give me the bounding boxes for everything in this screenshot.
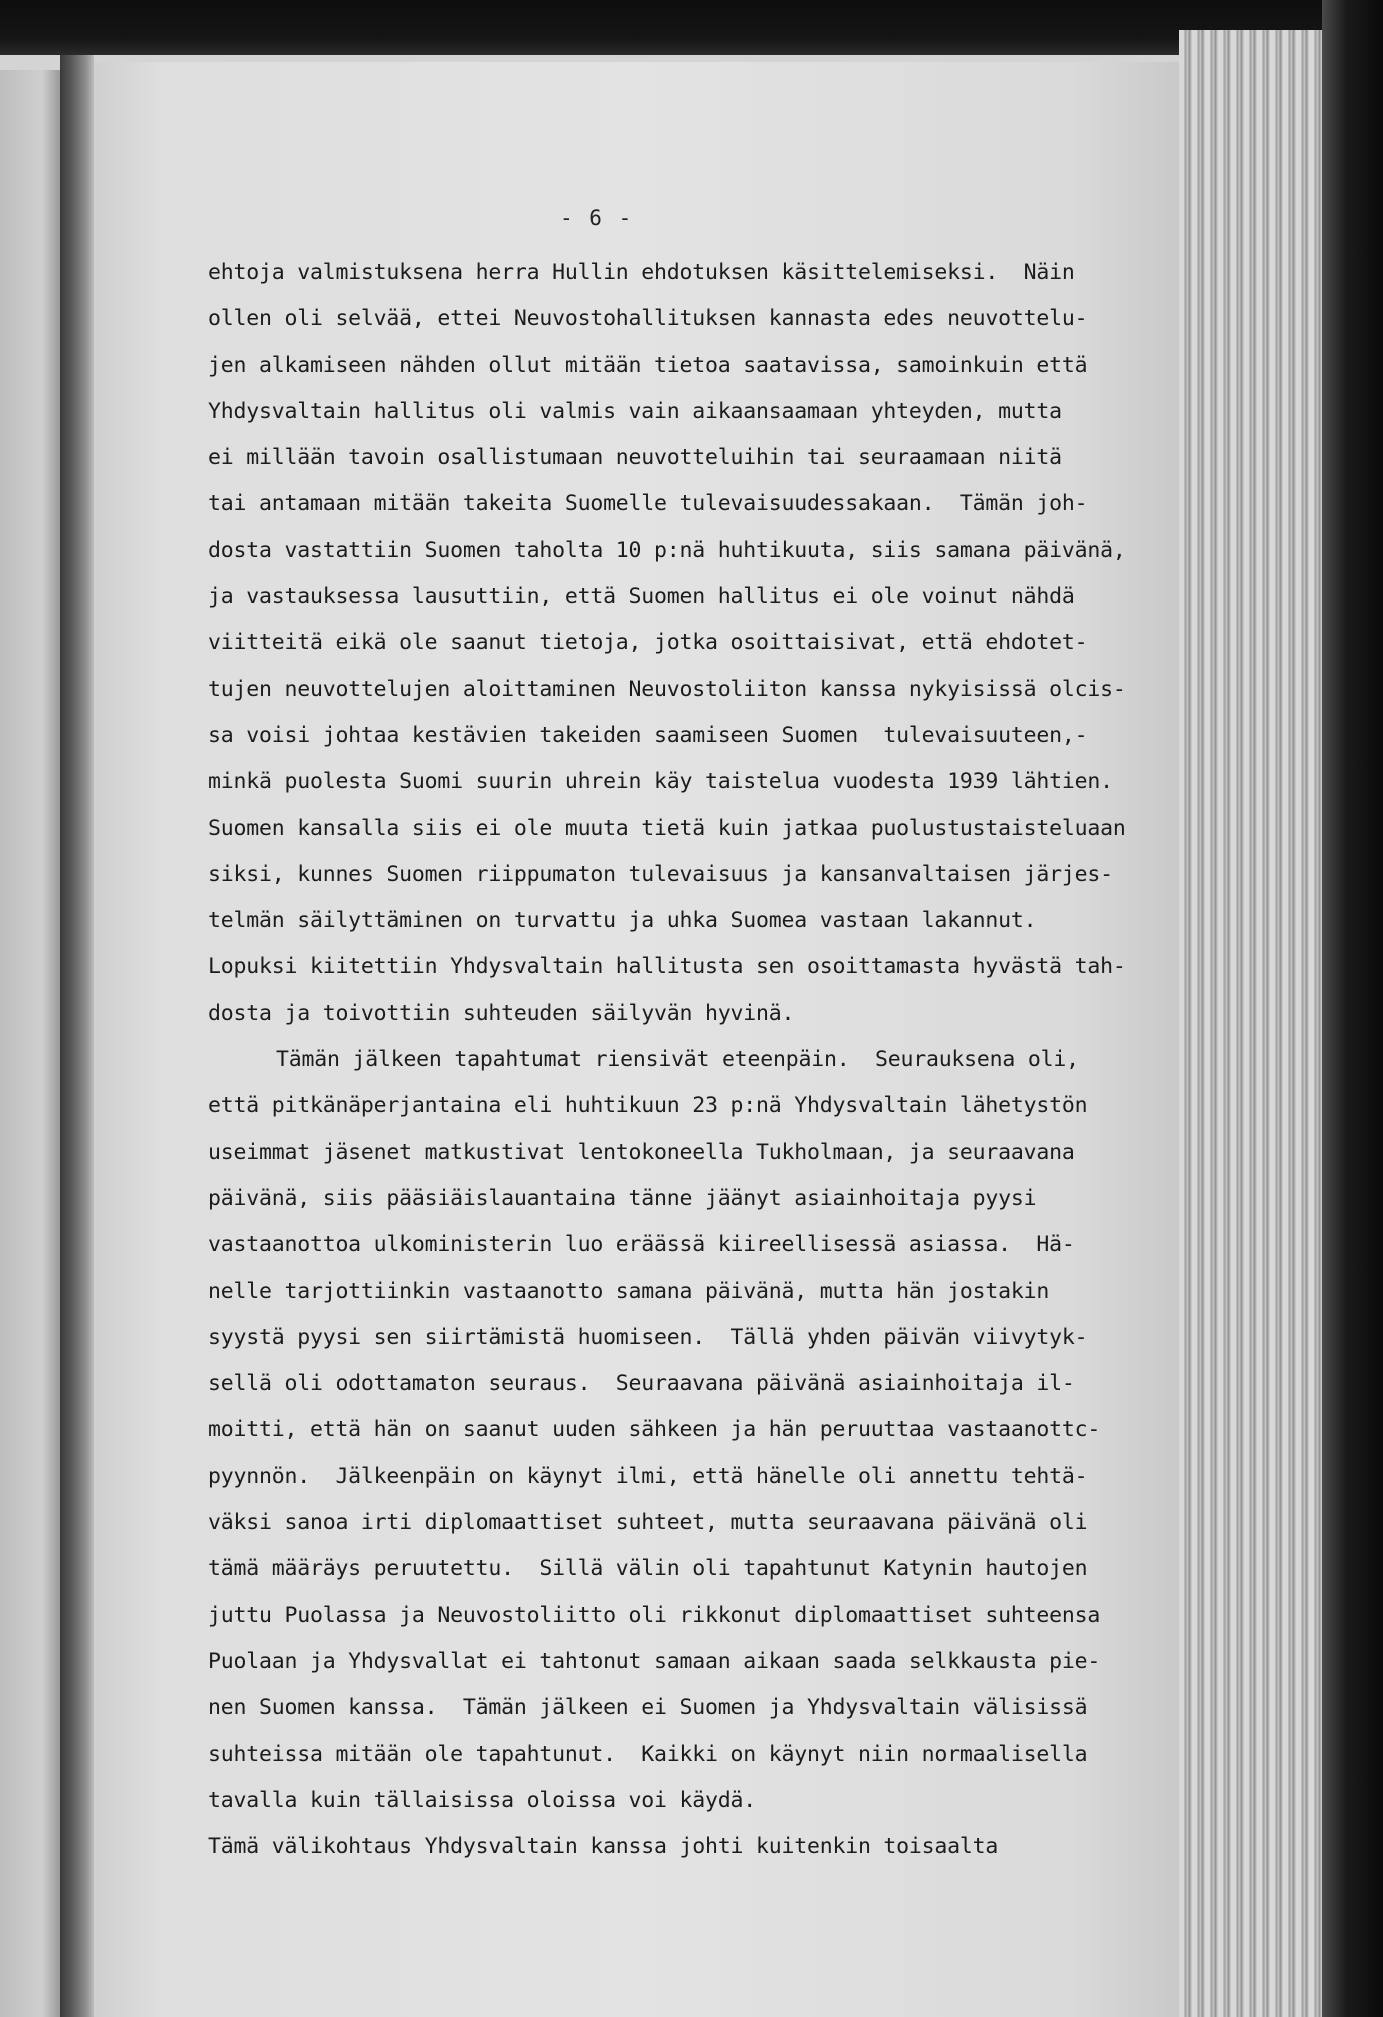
text-line: ei millään tavoin osallistumaan neuvotteluihin tai seuraamaan niitä bbox=[208, 445, 1062, 471]
text-line: minkä puolesta Suomi suurin uhrein käy taistelua vuodesta 1939 lähtien. bbox=[208, 769, 1113, 795]
text-line: Tämä välikohtaus Yhdysvaltain kanssa johti kuitenkin toisaalta bbox=[208, 1834, 999, 1860]
text-line: päivänä, siis pääsiäislauantaina tänne jäänyt asiainhoitaja pyysi bbox=[208, 1185, 1037, 1211]
text-line: ehtoja valmistuksena herra Hullin ehdotuksen käsittelemiseksi. Näin bbox=[208, 260, 1075, 285]
facing-page-edge bbox=[0, 70, 60, 2017]
scan-right-border bbox=[1322, 0, 1383, 2017]
text-line: Yhdysvaltain hallitus oli valmis vain aikaansaamaan yhteyden, mutta bbox=[208, 398, 1062, 424]
book-gutter bbox=[60, 55, 94, 2017]
text-line: Lopuksi kiitettiin Yhdysvaltain hallitusta sen osoittamasta hyvästä tah- bbox=[208, 954, 1126, 980]
stacked-page-edges bbox=[1179, 30, 1322, 2017]
text-line: viitteitä eikä ole saanut tietoja, jotka osoittaisivat, että ehdotet- bbox=[208, 630, 1088, 656]
text-line: moitti, että hän on saanut uuden sähkeen ja hän peruuttaa vastaanottc- bbox=[208, 1417, 1101, 1443]
text-line: juttu Puolassa ja Neuvostoliitto oli rikkonut diplomaattiset suhteensa bbox=[208, 1602, 1101, 1628]
text-line: Tämän jälkeen tapahtumat riensivät eteenpäin. Seurauksena oli, bbox=[276, 1047, 1079, 1073]
text-line: nen Suomen kanssa. Tämän jälkeen ei Suomen ja Yhdysvaltain välisissä bbox=[208, 1695, 1088, 1721]
text-line: suhteissa mitään ole tapahtunut. Kaikki on käynyt niin normaalisella bbox=[208, 1741, 1088, 1767]
text-line: tujen neuvottelujen aloittaminen Neuvostoliiton kanssa nykyisissä olcis- bbox=[208, 676, 1126, 702]
text-line: jen alkamiseen nähden ollut mitään tietoa saatavissa, samoinkuin että bbox=[208, 352, 1088, 378]
text-line: vastaanottoa ulkoministerin luo eräässä kiireellisessä asiassa. Hä- bbox=[208, 1232, 1075, 1258]
text-line: tämä määräys peruutettu. Sillä välin oli tapahtunut Katynin hautojen bbox=[208, 1556, 1088, 1582]
text-line: tavalla kuin tällaisissa oloissa voi käydä. bbox=[208, 1787, 756, 1813]
text-line: Puolaan ja Yhdysvallat ei tahtonut samaan aikaan saada selkkausta pie- bbox=[208, 1648, 1101, 1674]
text-line: sa voisi johtaa kestävien takeiden saamiseen Suomen tulevaisuuteen,- bbox=[208, 722, 1088, 748]
text-line: Suomen kansalla siis ei ole muuta tietä kuin jatkaa puolustustaisteluaan bbox=[208, 815, 1126, 841]
text-line: sellä oli odottamaton seuraus. Seuraavana päivänä asiainhoitaja il- bbox=[208, 1371, 1075, 1397]
text-line: ollen oli selvää, ettei Neuvostohallituksen kannasta edes neuvottelu- bbox=[208, 306, 1088, 332]
text-line: tai antamaan mitään takeita Suomelle tulevaisuudessakaan. Tämän joh- bbox=[208, 491, 1088, 517]
text-line: dosta ja toivottiin suhteuden säilyvän hyvinä. bbox=[208, 1000, 795, 1026]
text-line: väksi sanoa irti diplomaattiset suhteet, mutta seuraavana päivänä oli bbox=[208, 1510, 1088, 1536]
text-line: että pitkänäperjantaina eli huhtikuun 23 p:nä Yhdysvaltain lähetystön bbox=[208, 1093, 1088, 1119]
text-line: syystä pyysi sen siirtämistä huomiseen. Tällä yhden päivän viivytyk- bbox=[208, 1324, 1088, 1350]
text-line: siksi, kunnes Suomen riippumaton tulevaisuus ja kansanvaltaisen järjes- bbox=[208, 861, 1113, 887]
text-line: telmän säilyttäminen on turvattu ja uhka Suomea vastaan lakannut. bbox=[208, 908, 1037, 934]
text-line: pyynnön. Jälkeenpäin on käynyt ilmi, että hänelle oli annettu tehtä- bbox=[208, 1463, 1088, 1489]
typewritten-text bbox=[208, 250, 1168, 1870]
page-number: - 6 - bbox=[560, 206, 634, 230]
text-line: nelle tarjottiinkin vastaanotto samana päivänä, mutta hän jostakin bbox=[208, 1278, 1050, 1304]
text-line: ja vastauksessa lausuttiin, että Suomen hallitus ei ole voinut nähdä bbox=[208, 584, 1075, 610]
text-line: useimmat jäsenet matkustivat lentokoneella Tukholmaan, ja seuraavana bbox=[208, 1139, 1075, 1165]
scan-top-border bbox=[0, 0, 1383, 55]
text-line: dosta vastattiin Suomen taholta 10 p:nä huhtikuuta, siis samana päivänä, bbox=[208, 537, 1126, 563]
